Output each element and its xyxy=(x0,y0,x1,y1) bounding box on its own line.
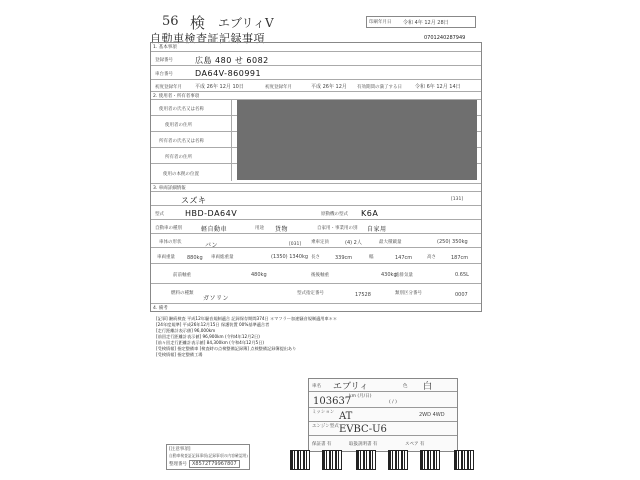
handwritten-model-name: エブリィV xyxy=(218,16,274,30)
card-row-engine xyxy=(309,421,457,436)
first-value: 平成 26年 12月 xyxy=(311,84,347,90)
note-line: [前回走行距離計表示値] 96,900km (令和4年12月2日) xyxy=(156,334,260,339)
issue-date-label: 印刷年月日 xyxy=(369,20,392,25)
load-label: 最大積載量 xyxy=(379,240,402,245)
kind-value: 軽自動車 xyxy=(201,226,228,233)
reg-value: 広島 480 せ 6082 xyxy=(195,56,269,65)
load-value: (250) 350kg xyxy=(437,239,468,245)
owner-row-label: 所有者の住所 xyxy=(165,155,192,160)
type-number-label: 型式指定番号 xyxy=(297,291,324,296)
qr-code-icon xyxy=(388,450,408,470)
height-label: 高さ xyxy=(427,255,436,260)
kind-row xyxy=(151,219,481,234)
card-color-value: 白 xyxy=(423,382,433,392)
dealer-card xyxy=(308,378,458,452)
model-label: 型式 xyxy=(155,212,164,217)
notes-block xyxy=(156,316,337,358)
height-value: 187cm xyxy=(451,255,469,261)
rear-axle-label: 後後軸重 xyxy=(311,273,329,278)
maker-row xyxy=(151,191,481,206)
purpose-label: 自家用・事業用の別 xyxy=(317,226,358,231)
card-manual: 取扱説明書 有 xyxy=(349,442,378,447)
note-line: [受検情報] 指定整備車 [検査時の点検整備記録簿] 点検整備記録簿提出あり xyxy=(156,346,297,351)
fuel-value: ガソリン xyxy=(203,295,230,302)
card-spare: スペア 有 xyxy=(405,442,425,447)
card-km-label: km (月/日) xyxy=(349,394,372,399)
footer-id-value: X8572T79967807 xyxy=(189,460,240,468)
chassis-row xyxy=(151,65,481,80)
card-row-trans xyxy=(309,407,457,422)
fuel-row xyxy=(151,283,481,302)
first-label: 初度登録年月 xyxy=(265,85,292,90)
model-row xyxy=(151,205,481,220)
reg-row xyxy=(151,51,481,66)
owner-row-label: 所有者の氏名又は名称 xyxy=(159,139,204,144)
document-title: 自動車検査証記録事項 xyxy=(150,32,265,45)
note-line: [受検情報] 指定整備工場 xyxy=(156,352,203,357)
section-vehicle: 3. 車両詳細情報 xyxy=(153,186,186,191)
maker-value: スズキ xyxy=(181,196,207,205)
card-engine-label: エンジン型式 xyxy=(312,424,339,429)
type-number-value: 17528 xyxy=(355,292,371,298)
body-code: [031] xyxy=(289,242,302,247)
body-value: バン xyxy=(205,242,219,249)
redacted-owner-info xyxy=(237,100,477,180)
engine-label: 原動機の型式 xyxy=(321,212,348,217)
card-trans-value: AT xyxy=(339,411,353,422)
category-label: 類別区分番号 xyxy=(395,291,422,296)
expiry-label: 有効期間の満了する日 xyxy=(357,85,402,90)
footer-note-text: 自動車検査証記録事項(記録事項の内容確認用) xyxy=(169,453,248,458)
displacement-value: 0.65L xyxy=(455,272,469,278)
first-reg-value: 平成 26年 12月 10日 xyxy=(195,84,244,90)
card-name-value: エブリィ xyxy=(333,382,369,392)
first-reg-label: 初度登録年月 xyxy=(155,85,182,90)
weight-row xyxy=(151,247,481,264)
capacity-value: (4) 2人 xyxy=(345,240,362,246)
note-line: [前々回走行距離計表示値] 84,300km (令和4年12月5日) xyxy=(156,340,265,345)
qr-code-icon xyxy=(420,450,440,470)
body-label: 車体の形状 xyxy=(159,240,182,245)
use-value: 貨物 xyxy=(275,226,289,233)
section-basic: 1. 基本事項 xyxy=(153,45,177,50)
note-line: [走行距離計表示値] 96,000km xyxy=(156,328,216,333)
note-line: [24年度規準] 平成26年12月15日 保護装置 00%基準適合者 xyxy=(156,322,270,327)
fuel-label: 燃料の種類 xyxy=(171,291,194,296)
kind-label: 自動車の種別 xyxy=(155,226,182,231)
footer-note-label: [注意事項] xyxy=(169,447,191,452)
engine-value: K6A xyxy=(361,209,379,218)
section-users: 2. 使用者・所有者事項 xyxy=(153,94,200,99)
rear-axle-value: 430kg xyxy=(381,272,397,278)
displacement-label: 総排気量 xyxy=(395,273,413,278)
use-label: 用途 xyxy=(255,226,264,231)
handwritten-kanji: 検 xyxy=(190,14,206,32)
card-row-km xyxy=(309,391,457,408)
qr-code-icon xyxy=(454,450,474,470)
qr-code-icon xyxy=(356,450,376,470)
handwritten-number: 56 xyxy=(162,14,179,29)
card-km-date: ( / ) xyxy=(389,400,397,405)
footer-id-label: 整理番号 xyxy=(169,462,187,467)
width-value: 147cm xyxy=(395,255,413,261)
front-axle-label: 前前軸重 xyxy=(173,273,191,278)
width-label: 幅 xyxy=(369,255,374,260)
document-id: 0701240287949 xyxy=(424,35,466,41)
card-name-label: 車名 xyxy=(312,384,321,389)
section-notes: 4. 備考 xyxy=(153,306,168,311)
reg-label: 登録番号 xyxy=(155,58,173,63)
issue-date-value: 令和 4年 12月 28日 xyxy=(403,20,449,26)
capacity-label: 乗車定員 xyxy=(311,240,329,245)
owner-row-label: 使用者の氏名又は名称 xyxy=(159,107,204,112)
card-trans-label: ミッション xyxy=(312,410,335,415)
card-drive: 2WD 4WD xyxy=(419,412,445,418)
length-value: 339cm xyxy=(335,255,353,261)
qr-code-icon xyxy=(290,450,310,470)
owner-row-label: 使用の本拠の位置 xyxy=(163,172,199,177)
owner-row-label: 使用者の住所 xyxy=(165,123,192,128)
body-row xyxy=(151,233,481,248)
card-row-name xyxy=(309,379,457,391)
card-engine-value: EVBC-U6 xyxy=(339,424,387,435)
purpose-value: 自家用 xyxy=(367,226,387,233)
gross-label: 車両総重量 xyxy=(211,255,234,260)
category-value: 0007 xyxy=(455,292,468,298)
model-value: HBD-DA64V xyxy=(185,209,238,218)
weight-value: 880kg xyxy=(187,255,203,261)
gross-value: (1350) 1340kg xyxy=(271,254,309,260)
note-line: [記事] 継続検査 平成12年騒音規制適合 記録保存期間374日 ＊マフラー加速騒音規制適用車＊＊ xyxy=(156,316,338,321)
chassis-value: DA64V-860991 xyxy=(195,69,262,78)
footer-box xyxy=(166,444,250,470)
card-km-value: 103637 xyxy=(313,396,352,407)
chassis-label: 車台番号 xyxy=(155,72,173,77)
card-color-label: 色 xyxy=(403,384,408,389)
card-warranty: 保証書 有 xyxy=(312,442,332,447)
length-label: 長さ xyxy=(311,255,320,260)
certificate-table xyxy=(150,42,482,312)
weight-label: 車両重量 xyxy=(157,255,175,260)
qr-code-icon xyxy=(322,450,342,470)
issue-date-box xyxy=(366,16,476,28)
front-axle-value: 480kg xyxy=(251,272,267,278)
axle-row xyxy=(151,263,481,284)
expiry-value: 令和 6年 12月 14日 xyxy=(415,84,461,90)
maker-code: [131] xyxy=(451,197,464,202)
